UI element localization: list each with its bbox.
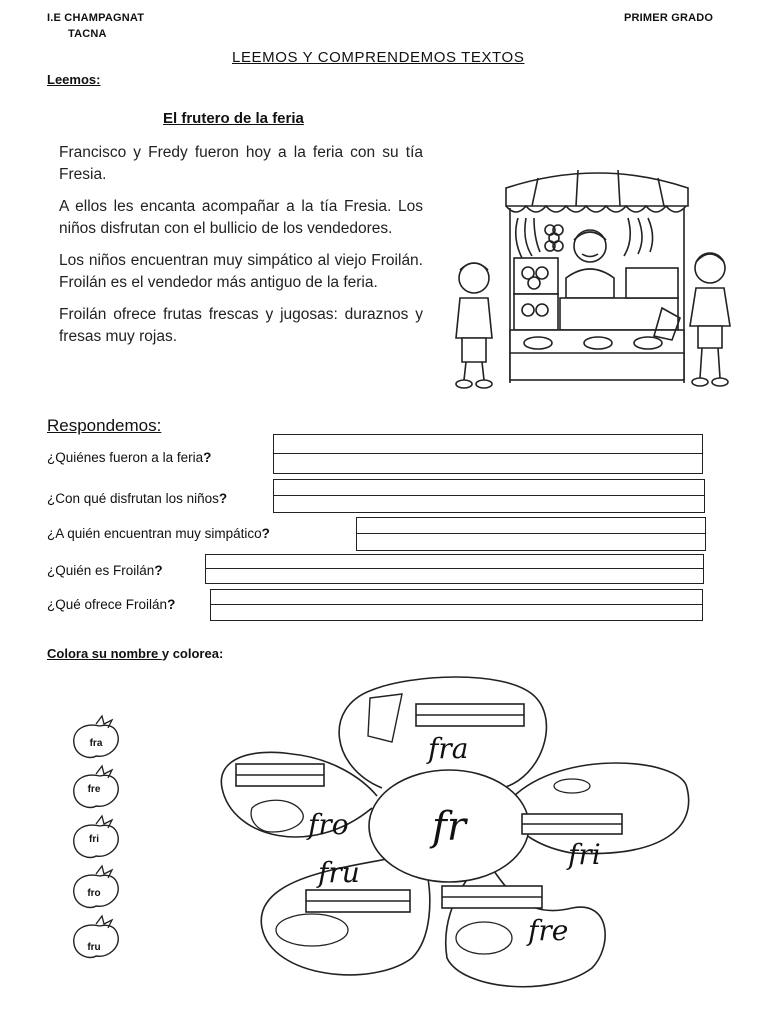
answer-lines-5[interactable] [210, 589, 703, 621]
section-answer-heading: Respondemos: [47, 416, 162, 435]
story-paragraph: Froilán ofrece frutas frescas y jugosas: duraznos y fresas muy rojas. [59, 306, 423, 345]
petal-syllable-fra: fra [428, 732, 469, 765]
petal-syllable-fre: fre [528, 914, 569, 947]
school-city: TACNA [68, 28, 107, 40]
strawberry-label: fre [87, 784, 101, 795]
petal-syllable-fru: fru [318, 856, 360, 889]
strawberry-fro[interactable] [74, 866, 118, 908]
petal-lines-top[interactable] [416, 704, 524, 726]
page-title: LEEMOS Y COMPRENDEMOS TEXTOS [232, 49, 525, 66]
story-paragraph: A ellos les encanta acompañar a la tía Fresia. Los niños disfrutan con el bullicio de los vendedores. [59, 198, 423, 237]
strawberry-fra[interactable] [74, 716, 118, 758]
story-paragraph: Los niños encuentran muy simpático al viejo Froilán. Froilán es el vendedor más antiguo de la feria. [59, 252, 423, 291]
question-3: ¿A quién encuentran muy simpático? [47, 526, 270, 541]
strawberry-label: fra [89, 738, 103, 749]
strawberry-label: fro [87, 888, 101, 899]
strawberry-fru[interactable] [74, 916, 118, 958]
activity-instruction: Colora su nombre y colorea: [47, 646, 224, 661]
strawberry-column [68, 712, 132, 962]
fruit-stand-illustration [448, 158, 748, 398]
petal-lines-bottom-left[interactable] [306, 890, 410, 912]
question-1: ¿Quiénes fueron a la feria? [47, 450, 212, 465]
strawberry-label: fri [89, 834, 99, 845]
grade-label: PRIMER GRADO [624, 12, 714, 24]
petal-lines-right[interactable] [522, 814, 622, 834]
strawberry-fri[interactable] [74, 816, 118, 858]
story-paragraph: Francisco y Fredy fueron hoy a la feria con su tía Fresia. [59, 144, 423, 183]
story-body [59, 142, 423, 358]
answer-lines-1[interactable] [273, 434, 703, 474]
flower-center-syllable: fr [432, 804, 466, 850]
strawberry-fre[interactable] [74, 766, 118, 808]
school-name: I.E CHAMPAGNAT [47, 12, 145, 24]
answer-lines-3[interactable] [356, 517, 706, 551]
petal-lines-bottom-right[interactable] [442, 886, 542, 908]
story-title: El frutero de la feria [163, 110, 304, 127]
syllable-flower [212, 668, 732, 998]
question-2: ¿Con qué disfrutan los niños? [47, 491, 228, 506]
question-5: ¿Qué ofrece Froilán? [47, 597, 176, 612]
section-read-heading: Leemos: [47, 72, 101, 87]
petal-lines-left[interactable] [236, 764, 324, 786]
answer-lines-2[interactable] [273, 479, 705, 513]
strawberry-label: fru [87, 942, 101, 953]
answer-lines-4[interactable] [205, 554, 704, 584]
petal-syllable-fro: fro [308, 808, 349, 841]
question-4: ¿Quién es Froilán? [47, 563, 163, 578]
petal-syllable-fri: fri [568, 838, 601, 871]
